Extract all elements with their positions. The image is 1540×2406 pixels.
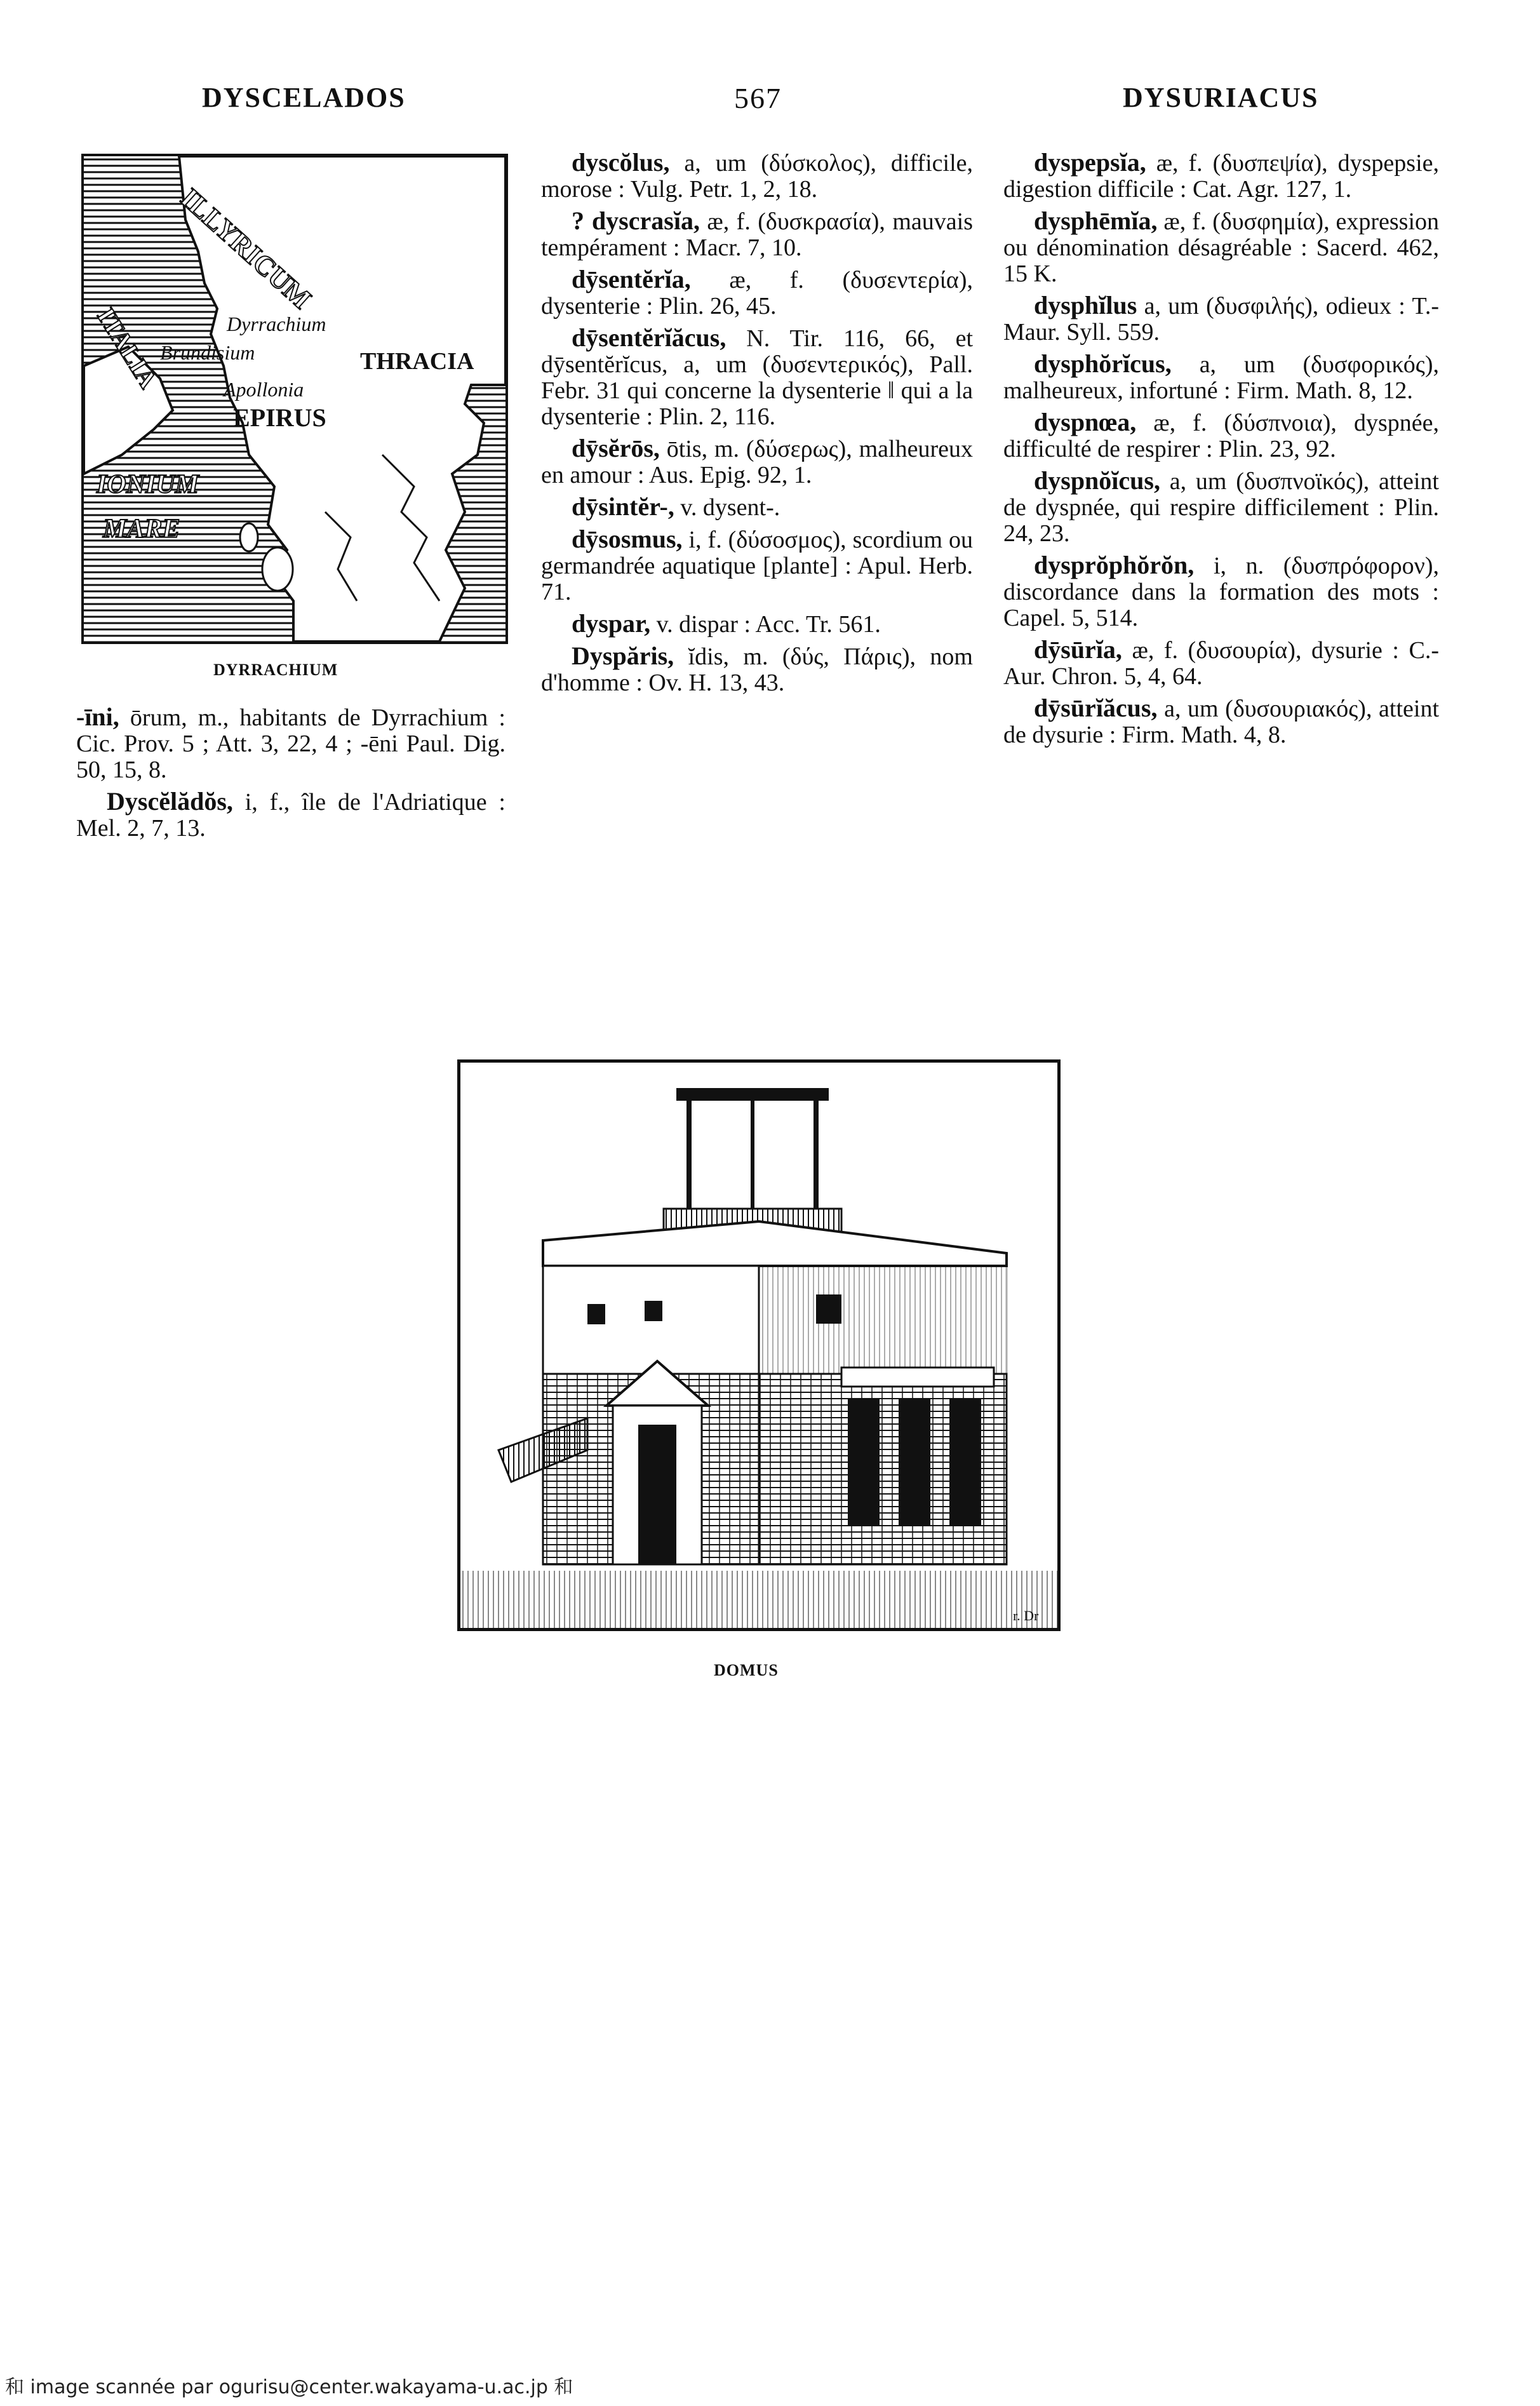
entry-body: ōtis, m. (δύσερως), malheureux en amour : Aus. Epig. 92, 1. — [541, 436, 973, 488]
entry — [541, 266, 973, 319]
entry — [541, 494, 973, 521]
entry-body: æ, f. (δυσφημία), expression ou dénomination désagréable : Sacerd. 462, 15 K. — [1003, 208, 1439, 287]
entry — [541, 149, 973, 203]
entry-body: a, um (δυσφορικός), malheureux, infortuné : Firm. Math. 8, 12. — [1003, 351, 1439, 404]
map-dyrrachium — [81, 154, 508, 644]
label-mare: MARE — [103, 514, 180, 544]
entry-body: ōrum, m., habitants de Dyrrachium : Cic. Prov. 5 ; Att. 3, 22, 4 ; -ēni Paul. Dig. 50, 15, 8. — [76, 704, 506, 783]
headword: dyscŏlus, — [572, 148, 670, 177]
running-head-left: DYSCELADOS — [202, 82, 406, 113]
entry — [541, 208, 973, 261]
headword: dȳsĕrōs, — [572, 434, 660, 462]
island-1 — [262, 548, 293, 591]
entry — [1003, 149, 1439, 203]
headword: dȳsintĕr-, — [572, 492, 674, 521]
ground — [460, 1571, 1057, 1628]
entry-body: N. Tir. 116, 66, et dȳsentĕrĭcus, a, um (δυσεντερικός), Pall. Febr. 31 qui concerne la dysenterie ‖ qui a la dysenterie : Plin. 2, 116. — [541, 325, 973, 430]
entry-body: i, n. (δυσπρόφορον), discordance dans la formation des mots : Capel. 5, 514. — [1003, 553, 1439, 631]
colonnade-entablature — [841, 1368, 994, 1387]
entry — [76, 704, 506, 783]
colonnade-opening — [949, 1399, 981, 1526]
entry-body: a, um (δυσφιλής), odieux : T.-Maur. Syll. 559. — [1003, 293, 1439, 346]
entry — [541, 435, 973, 488]
entry — [541, 325, 973, 430]
headword: dȳsūrĭăcus, — [1034, 694, 1158, 722]
headword: ? dyscrasĭa, — [572, 206, 700, 235]
map-drawing — [84, 156, 506, 642]
label-dyrrachium: Dyrrachium — [227, 313, 326, 335]
house-drawing — [460, 1063, 1057, 1628]
entry — [1003, 409, 1439, 462]
entry-body: æ, f. (δυσκρασία), mauvais tempérament : Macr. 7, 10. — [541, 208, 974, 261]
entry-body: a, um (δύσκολος), difficile, morose : Vulg. Petr. 1, 2, 18. — [541, 150, 973, 203]
label-thracia: THRACIA — [360, 348, 474, 375]
headword: dysprŏphŏrŏn, — [1034, 551, 1195, 579]
engraver-signature: r. Dr — [1013, 1608, 1039, 1623]
running-head-right: DYSURIACUS — [1123, 82, 1319, 113]
doorway — [638, 1425, 676, 1564]
colonnade-opening — [899, 1399, 930, 1526]
entry — [1003, 351, 1439, 404]
page-number: 567 — [734, 82, 782, 114]
pergola-top — [676, 1088, 829, 1101]
entry-body: a, um (δυσουριακός), atteint de dysurie : Firm. Math. 4, 8. — [1003, 696, 1439, 748]
map-caption: DYRRACHIUM — [213, 661, 338, 679]
entry-body: æ, f. (δυσπεψία), dyspepsie, digestion difficile : Cat. Agr. 127, 1. — [1003, 150, 1439, 203]
label-epirus: EPIRUS — [233, 403, 326, 432]
scan-credit: 和 image scannée par ogurisu@center.wakayama-u.ac.jp 和 — [5, 2376, 573, 2398]
entry-body: v. dysent-. — [674, 494, 780, 521]
entry — [541, 610, 973, 638]
headword: Dyscĕlădŏs, — [107, 787, 233, 816]
entry — [1003, 467, 1439, 547]
entry — [1003, 292, 1439, 346]
headword: dysphĭlus — [1034, 291, 1137, 319]
headword: Dyspăris, — [572, 642, 674, 670]
entry-body: æ, f. (δυσουρία), dysurie : C.-Aur. Chron. 5, 4, 64. — [1003, 637, 1439, 690]
column-3 — [1003, 149, 1439, 753]
entry-body: æ, f. (δύσπνοια), dyspnée, difficulté de respirer : Plin. 23, 92. — [1003, 410, 1439, 462]
entry — [541, 643, 973, 696]
entry-body: a, um (δυσπνοϊκός), atteint de dyspnée, qui respire difficilement : Plin. 24, 23. — [1003, 468, 1439, 547]
entry — [541, 526, 973, 605]
label-illyricum: ILLYRICUM — [175, 182, 318, 315]
entry — [1003, 695, 1439, 748]
upper-wall-right — [759, 1266, 1007, 1374]
window — [587, 1304, 605, 1324]
headword: dyspnœa, — [1034, 408, 1137, 436]
headword: dyspepsĭa, — [1034, 148, 1146, 177]
roof-cornice — [543, 1221, 1007, 1266]
headword: dysphŏrĭcus, — [1034, 349, 1172, 378]
label-brundisium: Brundisium — [160, 341, 255, 364]
headword: dȳsentĕrĭăcus, — [572, 323, 726, 352]
entry-body: i, f. (δύσοσμος), scordium ou germandrée aquatique [plante] : Apul. Herb. 71. — [541, 527, 973, 605]
column-1 — [76, 704, 506, 847]
column-2 — [541, 149, 973, 701]
headword: dȳsūrĭa, — [1034, 635, 1122, 664]
label-ionium: IONIUM — [97, 470, 199, 499]
headword: dyspnŏĭcus, — [1034, 466, 1160, 495]
island-2 — [240, 523, 258, 551]
entry — [1003, 636, 1439, 690]
label-apollonia: Apollonia — [224, 378, 304, 401]
entry — [1003, 552, 1439, 631]
entry-body: æ, f. (δυσεντερία), dysenterie : Plin. 26, 45. — [541, 267, 973, 319]
entry-body: v. dispar : Acc. Tr. 561. — [650, 611, 881, 638]
headword: dyspar, — [572, 609, 651, 638]
entry-body: i, f., île de l'Adriatique : Mel. 2, 7, 13. — [76, 789, 506, 842]
headword: dȳsentĕrĭa, — [572, 265, 691, 293]
colonnade-opening — [848, 1399, 880, 1526]
entry — [1003, 208, 1439, 287]
window — [645, 1301, 662, 1321]
domus-illustration — [457, 1059, 1061, 1631]
headword: dȳsosmus, — [572, 525, 683, 553]
headword: dysphēmĭa, — [1034, 206, 1158, 235]
headword: -īni, — [76, 702, 119, 731]
label-italia: ITALIA — [91, 302, 163, 393]
window — [816, 1294, 841, 1324]
domus-caption: DOMUS — [714, 1661, 779, 1679]
entry — [76, 788, 506, 842]
entry-body: ĭdis, m. (δύς, Πάρις), nom d'homme : Ov. H. 13, 43. — [541, 643, 973, 696]
